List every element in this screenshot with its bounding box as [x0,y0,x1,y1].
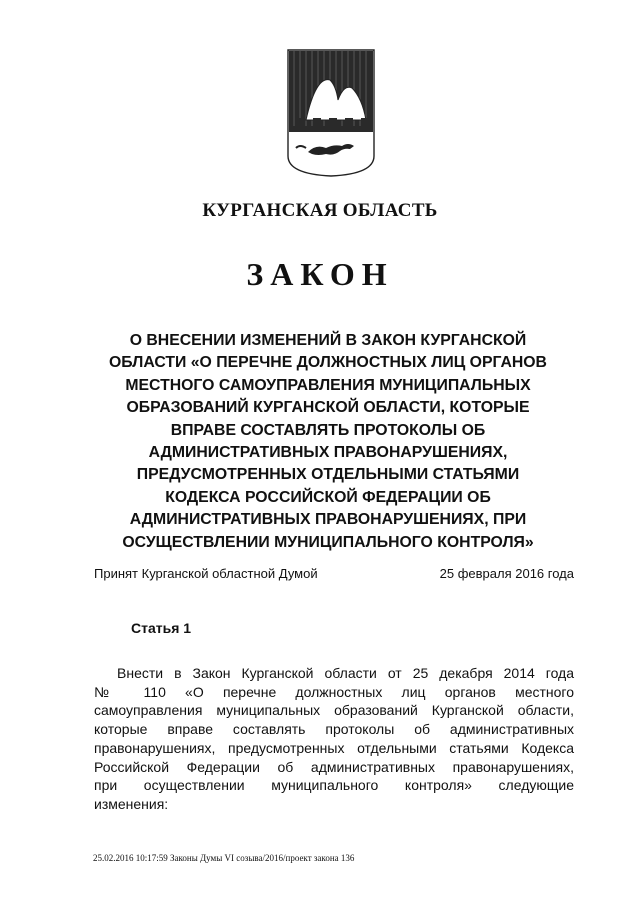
document-type: ЗАКОН [246,256,394,292]
law-title-line: АДМИНИСТРАТИВНЫХ ПРАВОНАРУШЕНИЯХ, ПРИ [129,511,527,529]
article-line: Российской Федерации об административных правонарушениях, [94,758,574,775]
article-line: которые вправе составлять протоколы об административных [94,721,574,738]
adopted-by: Принят Курганской областной Думой [94,566,318,581]
law-title-line: ВПРАВЕ СОСТАВЛЯТЬ ПРОТОКОЛЫ ОБ [170,421,486,439]
article-line: правонарушениях, предусмотренных отдельными статьями Кодекса [94,739,574,756]
article-body [94,664,574,814]
law-title [100,330,556,554]
law-title-line: АДМИНИСТРАТИВНЫХ ПРАВОНАРУШЕНИЯХ, [148,444,508,462]
article-line: при осуществлении муниципального контроля» следующие [94,777,574,794]
adoption-date: 25 февраля 2016 года [439,566,574,581]
article-heading: Статья 1 [131,620,192,636]
footer-path: 25.02.2016 10:17:59 Законы Думы VI созыва/2016/проект закона 136 [93,853,355,863]
law-title-line: ОБЛАСТИ «О ПЕРЕЧНЕ ДОЛЖНОСТНЫХ ЛИЦ ОРГАНОВ [109,354,547,372]
adoption-line [94,566,574,584]
article-line: изменения: [94,795,169,812]
law-title-line: КОДЕКСА РОССИЙСКОЙ ФЕДЕРАЦИИ ОБ [165,488,491,506]
law-title-line: МЕСТНОГО САМОУПРАВЛЕНИЯ МУНИЦИПАЛЬНЫХ [125,376,531,394]
article-line: Внести в Закон Курганской области от 25 декабря 2014 года [117,665,574,681]
law-title-line: ОБРАЗОВАНИЙ КУРГАНСКОЙ ОБЛАСТИ, КОТОРЫЕ [126,399,530,417]
article-line: самоуправления муниципальных образований Курганской области, [94,702,574,719]
kurgan-coat-of-arms-icon [286,48,376,178]
law-title-line: ПРЕДУСМОТРЕННЫХ ОТДЕЛЬНЫМИ СТАТЬЯМИ [136,466,520,484]
article-line: № 110 «О перечне должностных лиц органов местного [94,683,574,700]
law-title-line: О ВНЕСЕНИИ ИЗМЕНЕНИЙ В ЗАКОН КУРГАНСКОЙ [129,332,527,349]
law-title-line: ОСУЩЕСТВЛЕНИИ МУНИЦИПАЛЬНОГО КОНТРОЛЯ» [122,533,534,551]
region-name: КУРГАНСКАЯ ОБЛАСТЬ [202,200,438,221]
